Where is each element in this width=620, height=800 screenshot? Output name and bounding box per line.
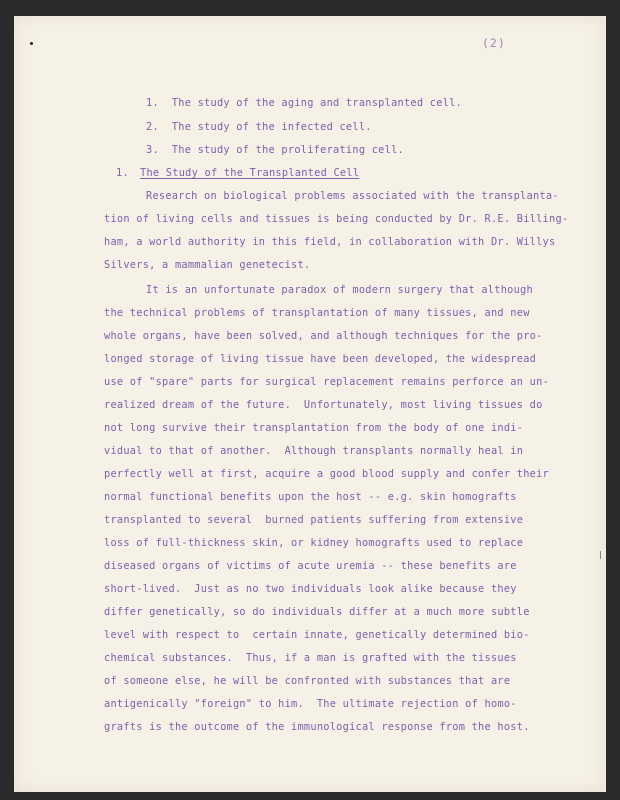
paragraph2-line-17: chemical substances. Thus, if a man is grafted with the tissues bbox=[104, 652, 517, 664]
paragraph2-line-18: of someone else, he will be confronted with substances that are bbox=[104, 675, 511, 687]
paragraph2-line-9: perfectly well at first, acquire a good blood supply and confer their bbox=[104, 468, 549, 480]
paragraph1-line-4: Silvers, a mammalian genetecist. bbox=[104, 259, 311, 271]
paragraph2-line-19: antigenically "foreign" to him. The ultimate rejection of homo- bbox=[104, 698, 517, 710]
list-item-1: 1. The study of the aging and transplanted cell. bbox=[146, 97, 463, 109]
list-item-2: 2. The study of the infected cell. bbox=[146, 121, 372, 133]
paragraph2-line-16: level with respect to certain innate, genetically determined bio- bbox=[104, 629, 530, 641]
list-item-3: 3. The study of the proliferating cell. bbox=[146, 144, 404, 156]
paragraph2-line-1: It is an unfortunate paradox of modern surgery that although bbox=[146, 284, 533, 296]
ink-dot bbox=[30, 42, 33, 45]
paragraph2-line-3: whole organs, have been solved, and although techniques for the pro- bbox=[104, 330, 543, 342]
paragraph2-line-7: not long survive their transplantation from the body of one indi- bbox=[104, 422, 524, 434]
paragraph2-line-20: grafts is the outcome of the immunological response from the host. bbox=[104, 721, 530, 733]
section-heading: The Study of the Transplanted Cell bbox=[140, 167, 360, 179]
paragraph2-line-6: realized dream of the future. Unfortunately, most living tissues do bbox=[104, 399, 543, 411]
paragraph2-line-5: use of "spare" parts for surgical replacement remains perforce an un- bbox=[104, 376, 549, 388]
paragraph2-line-15: differ genetically, so do individuals differ at a much more subtle bbox=[104, 606, 530, 618]
section-number: 1. bbox=[116, 167, 129, 179]
paragraph2-line-10: normal functional benefits upon the host -- e.g. skin homografts bbox=[104, 491, 517, 503]
paragraph1-line-3: ham, a world authority in this field, in collaboration with Dr. Willys bbox=[104, 236, 556, 248]
margin-mark bbox=[600, 551, 601, 559]
document-page bbox=[14, 16, 606, 792]
paragraph2-line-8: vidual to that of another. Although transplants normally heal in bbox=[104, 445, 524, 457]
paragraph2-line-13: diseased organs of victims of acute uremia -- these benefits are bbox=[104, 560, 517, 572]
paragraph2-line-2: the technical problems of transplantation of many tissues, and new bbox=[104, 307, 530, 319]
paragraph2-line-11: transplanted to several burned patients suffering from extensive bbox=[104, 514, 524, 526]
paragraph2-line-14: short-lived. Just as no two individuals look alike because they bbox=[104, 583, 517, 595]
page-number: (2) bbox=[482, 36, 506, 50]
paragraph2-line-4: longed storage of living tissue have been developed, the widespread bbox=[104, 353, 537, 365]
paragraph1-line-2: tion of living cells and tissues is being conducted by Dr. R.E. Billing- bbox=[104, 213, 569, 225]
paragraph1-line-1: Research on biological problems associated with the transplanta- bbox=[146, 190, 559, 202]
paragraph2-line-12: loss of full-thickness skin, or kidney homografts used to replace bbox=[104, 537, 524, 549]
